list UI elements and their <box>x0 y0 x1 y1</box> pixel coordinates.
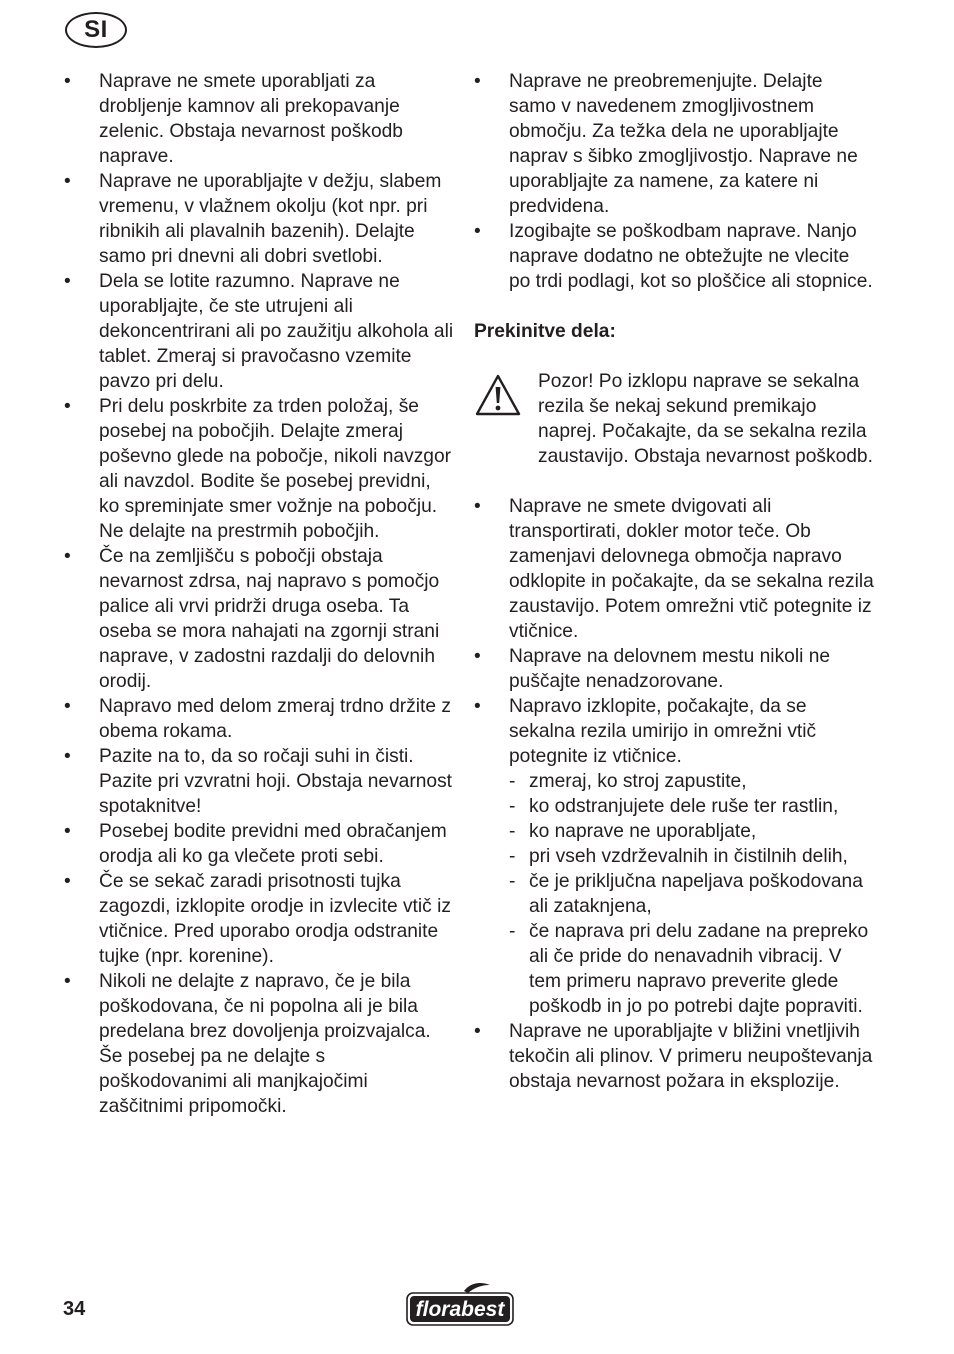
section-title: Prekinitve dela: <box>474 321 616 342</box>
warning-triangle-icon <box>474 373 522 417</box>
florabest-logo-icon <box>404 1282 516 1328</box>
list-item: • Naprave ne uporabljajte v bližini vnetljivih tekočin ali plinov. V primeru neupoštevanja obstaja nevarnost požara in eksplozije. <box>474 1019 874 1094</box>
warning-notice <box>474 369 874 469</box>
language-badge-label: SI <box>84 16 108 43</box>
list-item: • Napravo med delom zmeraj trdno držite z obema rokama. <box>64 694 454 744</box>
warning-text: Pozor! Po izklopu naprave se sekalna rezila še nekaj sekund premikajo naprej. Počakajte, da se sekalna rezila zaustavijo. Obstaja nevarnost poškodb. <box>538 371 873 467</box>
list-item: • Pri delu poskrbite za trden položaj, še posebej na pobočjih. Delajte zmeraj poševno glede na pobočje, nikoli navzgor ali navzdol. Bodite še posebej previdni, ko spreminjate smer vožnje na pobočju. Ne delajte na prestrmih pobočjih. <box>64 394 454 544</box>
list-item: • Naprave ne smete uporabljati za drobljenje kamnov ali prekopavanje zelenic. Obstaja nevarnost poškodb naprave. <box>64 69 454 169</box>
sub-list-item: - če je priključna napeljava poškodovana ali zataknjena, <box>509 869 874 919</box>
sub-list-item: - pri vseh vzdrževalnih in čistilnih delih, <box>509 844 874 869</box>
logo-text: florabest <box>415 1298 505 1321</box>
sub-list-item: - zmeraj, ko stroj zapustite, <box>509 769 874 794</box>
sub-list-item: - če naprava pri delu zadane na prepreko ali če pride do nenavadnih vibracij. V tem primeru napravo preverite glede poškodb in jo po potrebi dajte popraviti. <box>509 919 874 1019</box>
list-item-text: Napravo izklopite, počakajte, da se sekalna rezila umirijo in omrežni vtič potegnite iz vtičnice. <box>509 696 817 767</box>
sub-list-item: - ko odstranjujete dele ruše ter rastlin, <box>509 794 874 819</box>
safety-list-right-bottom <box>474 494 874 1094</box>
list-item: • Če na zemljišču s pobočji obstaja nevarnost zdrsa, naj napravo s pomočjo palice ali vrvi pridrži druga oseba. Ta oseba se mora nahajati na zgornji strani naprave, v zadostni razdalji do delovnih orodij. <box>64 544 454 694</box>
language-badge <box>65 12 127 48</box>
list-item: • Dela se lotite razumno. Naprave ne uporabljajte, če ste utrujeni ali dekoncentrirani ali po zaužitju alkohola ali tablet. Zmeraj si pravočasno vzemite pavzo pri delu. <box>64 269 454 394</box>
left-column <box>64 69 454 1119</box>
list-item: • Naprave na delovnem mestu nikoli ne puščajte nenadzorovane. <box>474 644 874 694</box>
page-number: 34 <box>63 1298 86 1320</box>
sub-list-item: - ko naprave ne uporabljate, <box>509 819 874 844</box>
sub-list <box>509 769 874 1019</box>
list-item: • Naprave ne preobremenjujte. Delajte samo v navedenem zmogljivostnem območju. Za težka dela ne uporabljajte naprav s šibko zmogljivostjo. Naprave ne uporabljajte za namene, za katere ni predvidena. <box>474 69 874 219</box>
list-item: • Izogibajte se poškodbam naprave. Nanjo naprave dodatno ne obtežujte ne vlecite po trdi podlagi, kot so ploščice ali stopnice. <box>474 219 874 294</box>
right-column <box>474 69 874 1094</box>
safety-list-left <box>64 69 454 1119</box>
list-item: • Naprave ne smete dvigovati ali transportirati, dokler motor teče. Ob zamenjavi delovnega območja napravo odklopite in počakajte, da se sekalna rezila zaustavijo. Potem omrežni vtič potegnite iz vtičnice. <box>474 494 874 644</box>
list-item: • Posebej bodite previdni med obračanjem orodja ali ko ga vlečete proti sebi. <box>64 819 454 869</box>
list-item: • Naprave ne uporabljajte v dežju, slabem vremenu, v vlažnem okolju (kot npr. pri ribnikih ali plavalnih bazenih). Delajte samo pri dnevni ali dobri svetlobi. <box>64 169 454 269</box>
list-item: • Če se sekač zaradi prisotnosti tujka zagozdi, izklopite orodje in izvlecite vtič iz vtičnice. Pred uporabo orodja odstranite tujke (npr. korenine). <box>64 869 454 969</box>
list-item: • Pazite na to, da so ročaji suhi in čisti. Pazite pri vzvratni hoji. Obstaja nevarnost spotaknitve! <box>64 744 454 819</box>
safety-list-right-top <box>474 69 874 294</box>
list-item-with-sublist <box>474 694 874 1019</box>
list-item: • Nikoli ne delajte z napravo, če je bila poškodovana, če ni popolna ali je bila predelana brez dovoljenja proizvajalca. Še posebej pa ne delajte s poškodovanimi ali manjkajočimi zaščitnimi pripomočki. <box>64 969 454 1119</box>
